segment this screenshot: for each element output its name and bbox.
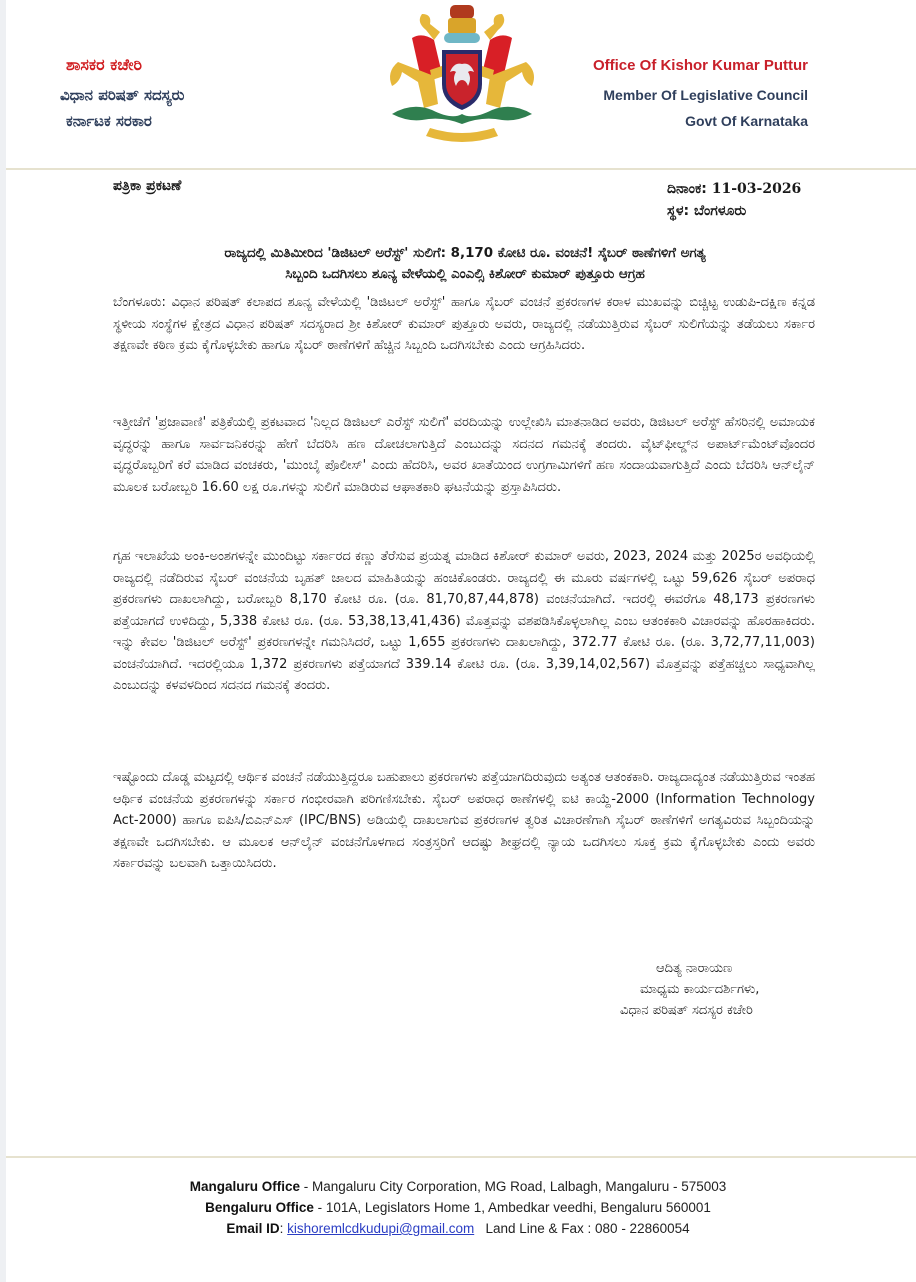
government-kannada: ಕರ್ನಾಟಕ ಸರಕಾರ bbox=[66, 112, 152, 130]
paragraph-1: ಬೆಂಗಳೂರು: ವಿಧಾನ ಪರಿಷತ್ ಕಲಾಪದ ಶೂನ್ಯ ವೇಳೆಯಲ್ಲಿ 'ಡಿಜಿಟಲ್ ಅರೆಸ್ಟ್' ಹಾಗೂ ಸೈಬರ್ ವಂಚನೆ ಪ್ರಕರಣಗಳ ಕರಾಳ ಮುಖವನ್ನು ಬಿಚ್ಚಿಟ್ಟ ಉಡುಪಿ-ದಕ್ಷಿಣ ಕನ್ನಡ ಸ್ಥಳೀಯ ಸಂಸ್ಥೆಗಳ ಕ್ಷೇತ್ರದ ವಿಧಾನ ಪರಿಷತ್ ಸದಸ್ಯರಾದ ಶ್ರೀ ಕಿಶೋರ್ ಕುಮಾರ್ ಪುತ್ತೂರು ಅವರು, ರಾಜ್ಯದಲ್ಲಿ ನಡೆಯುತ್ತಿರುವ ಸೈಬರ್ ಸುಲಿಗೆಯನ್ನು ತಡೆಯಲು ಸರ್ಕಾರ ತಕ್ಷಣವೇ ಕಠಿಣ ಕ್ರಮ ಕೈಗೊಳ್ಳಬೇಕು ಹಾಗೂ ಸೈಬರ್ ಠಾಣೆಗಳಿಗೆ ಹೆಚ್ಚಿನ ಸಿಬ್ಬಂದಿ ಒದಗಿಸಬೇಕು ಎಂದು ಆಗ್ರಹಿಸಿದರು. bbox=[113, 295, 815, 353]
government-english: Govt Of Karnataka bbox=[685, 113, 808, 129]
email-link[interactable]: kishoremlcdkudupi@gmail.com bbox=[287, 1221, 475, 1236]
headline-line-1: ರಾಜ್ಯದಲ್ಲಿ ಮಿತಿಮೀರಿದ 'ಡಿಜಿಟಲ್ ಅರೆಸ್ಟ್' ಸುಲಿಗೆ: 8,170 ಕೋಟಿ ರೂ. ವಂಚನೆ! ಸೈಬರ್ ಠಾಣೆಗಳಿಗೆ ಅಗತ್ಯ bbox=[224, 246, 706, 261]
shield-icon bbox=[442, 50, 482, 110]
header-divider bbox=[6, 168, 916, 170]
place-label: ಸ್ಥಳ: bbox=[667, 203, 690, 219]
press-release-label: ಪತ್ರಿಕಾ ಪ್ರಕಟಣೆ bbox=[113, 178, 182, 194]
bengaluru-office-label: Bengaluru Office bbox=[205, 1200, 314, 1215]
phone-fax: Land Line & Fax : 080 - 22860054 bbox=[485, 1221, 690, 1236]
paragraph-2: ಇತ್ತೀಚೆಗೆ 'ಪ್ರಜಾವಾಣಿ' ಪತ್ರಿಕೆಯಲ್ಲಿ ಪ್ರಕಟವಾದ 'ನಿಲ್ಲದ ಡಿಜಿಟಲ್ ಎರೆಸ್ಟ್ ಸುಲಿಗೆ' ವರದಿಯನ್ನು ಉಲ್ಲೇಖಿಸಿ ಮಾತನಾಡಿದ ಅವರು, ಡಿಜಿಟಲ್ ಅರೆಸ್ಟ್ ಹೆಸರಿನಲ್ಲಿ ಅಮಾಯಕ ವೃದ್ಧರನ್ನು ಹಾಗೂ ಸಾರ್ವಜನಿಕರನ್ನು ಹೇಗೆ ಬೆದರಿಸಿ ಹಣ ದೋಚಲಾಗುತ್ತಿದೆ ಎಂಬುದನ್ನು ಸದನದ ಗಮನಕ್ಕೆ ತಂದರು. ವೈಟ್‌ಫೀಲ್ಡ್‌ನ ಅಪಾರ್ಟ್‌ಮೆಂಟ್‌ವೊಂದರ ವೃದ್ಧರೊಬ್ಬರಿಗೆ ಕರೆ ಮಾಡಿದ ವಂಚಕರು, 'ಮುಂಬೈ ಪೊಲೀಸ್' ಎಂದು ಹೆದರಿಸಿ, ಅವರ ಖಾತೆಯಿಂದ ಉಗ್ರಗಾಮಿಗಳಿಗೆ ಹಣ ಸಂದಾಯವಾಗುತ್ತಿದೆ ಎಂದು ಬೆದರಿಸಿ ಆನ್‌ಲೈನ್ ಮೂಲಕ ಬರೋಬ್ಬರಿ 16.60 ಲಕ್ಷ ರೂ.ಗಳನ್ನು ಸುಲಿಗೆ ಮಾಡಿರುವ ಆಘಾತಕಾರಿ ಘಟನೆಯನ್ನು ಪ್ರಸ್ತಾಪಿಸಿದರು. bbox=[113, 415, 815, 495]
signatory-name: ಆದಿತ್ಯ ನಾರಾಯಣ bbox=[656, 961, 733, 976]
karnataka-emblem-icon bbox=[378, 2, 546, 152]
mangaluru-office-label: Mangaluru Office bbox=[189, 1179, 301, 1194]
footer bbox=[0, 1176, 916, 1239]
right-lion-icon bbox=[474, 14, 534, 108]
letterhead-left bbox=[60, 55, 184, 130]
letterhead-right bbox=[593, 57, 808, 129]
signatory-title: ಮಾಧ್ಯಮ ಕಾರ್ಯದರ್ಶಿಗಳು, bbox=[640, 982, 760, 997]
page-edge bbox=[0, 0, 6, 1282]
footer-divider bbox=[6, 1156, 916, 1158]
designation-kannada: ವಿಧಾನ ಪರಿಷತ್ ಸದಸ್ಯರು bbox=[60, 86, 185, 104]
contact-line bbox=[0, 1218, 916, 1239]
date-place-block bbox=[667, 178, 801, 222]
office-title-kannada: ಶಾಸಕರ ಕಚೇರಿ bbox=[66, 55, 142, 74]
date-line bbox=[667, 178, 801, 200]
designation-english: Member Of Legislative Council bbox=[603, 87, 808, 103]
paragraph-4: ಇಷ್ಟೊಂದು ದೊಡ್ಡ ಮಟ್ಟದಲ್ಲಿ ಆರ್ಥಿಕ ವಂಚನೆ ನಡೆಯುತ್ತಿದ್ದರೂ ಬಹುಪಾಲು ಪ್ರಕರಣಗಳು ಪತ್ತೆಯಾಗದಿರುವುದು ಅತ್ಯಂತ ಆತಂಕಕಾರಿ. ರಾಜ್ಯದಾದ್ಯಂತ ನಡೆಯುತ್ತಿರುವ ಇಂತಹ ಆರ್ಥಿಕ ವಂಚನೆಯ ಪ್ರಕರಣಗಳನ್ನು ಸರ್ಕಾರ ಗಂಭೀರವಾಗಿ ಪರಿಗಣಿಸಬೇಕು. ಸೈಬರ್ ಅಪರಾಧ ಠಾಣೆಗಳಲ್ಲಿ ಐಟಿ ಕಾಯ್ದೆ-2000 (Information Technology Act-2000) ಹಾಗೂ ಐಪಿಸಿ/ಬಿಎನ್‌ಎಸ್ (IPC/BNS) ಅಡಿಯಲ್ಲಿ ದಾಖಲಾಗುವ ಪ್ರಕರಣಗಳ ತ್ವರಿತ ವಿಚಾರಣೆಗಾಗಿ ಸೈಬರ್ ಠಾಣೆಗಳಿಗೆ ಅಗತ್ಯವಿರುವ ಸಿಬ್ಬಂದಿಯನ್ನು ತಕ್ಷಣವೇ ಒದಗಿಸಬೇಕು. ಆ ಮೂಲಕ ಆನ್‌ಲೈನ್ ವಂಚನೆಗೊಳಗಾದ ಸಂತ್ರಸ್ತರಿಗೆ ಆದಷ್ಟು ಶೀಘ್ರದಲ್ಲಿ ನ್ಯಾಯ ಒದಗಿಸಲು ಸೂಕ್ತ ಕ್ರಮ ಕೈಗೊಳ್ಳಬೇಕು ಎಂದು ಅವರು ಸರ್ಕಾರವನ್ನು ಬಲವಾಗಿ ಒತ್ತಾಯಿಸಿದರು. bbox=[113, 770, 815, 871]
mangaluru-office-address: - Mangaluru City Corporation, MG Road, Lalbagh, Mangaluru - 575003 bbox=[300, 1179, 727, 1194]
office-title-english: Office Of Kishor Kumar Puttur bbox=[592, 57, 808, 74]
lion-capital-icon bbox=[444, 5, 480, 43]
email-separator: : bbox=[279, 1221, 288, 1236]
left-lion-icon bbox=[390, 14, 450, 108]
email-label: Email ID bbox=[226, 1221, 280, 1236]
place-line bbox=[667, 200, 801, 222]
bengaluru-office-line bbox=[0, 1197, 916, 1218]
date-value: 11-03-2026 bbox=[711, 181, 802, 197]
mangaluru-office-line bbox=[0, 1176, 916, 1197]
scroll-icon bbox=[392, 107, 532, 142]
headline bbox=[110, 243, 820, 285]
bengaluru-office-address: - 101A, Legislators Home 1, Ambedkar veedhi, Bengaluru 560001 bbox=[313, 1200, 711, 1215]
signature-block bbox=[620, 958, 759, 1021]
place-value: ಬೆಂಗಳೂರು bbox=[693, 203, 747, 219]
paragraph-3: ಗೃಹ ಇಲಾಖೆಯ ಅಂಕಿ-ಅಂಶಗಳನ್ನೇ ಮುಂದಿಟ್ಟು ಸರ್ಕಾರದ ಕಣ್ಣು ತೆರೆಸುವ ಪ್ರಯತ್ನ ಮಾಡಿದ ಕಿಶೋರ್ ಕುಮಾರ್ ಅವರು, 2023, 2024 ಮತ್ತು 2025ರ ಅವಧಿಯಲ್ಲಿ ರಾಜ್ಯದಲ್ಲಿ ನಡೆದಿರುವ ಸೈಬರ್ ವಂಚನೆಯ ಬೃಹತ್ ಜಾಲದ ಮಾಹಿತಿಯನ್ನು ಹಂಚಿಕೊಂಡರು. ರಾಜ್ಯದಲ್ಲಿ ಈ ಮೂರು ವರ್ಷಗಳಲ್ಲಿ ಒಟ್ಟು 59,626 ಸೈಬರ್ ಅಪರಾಧ ಪ್ರಕರಣಗಳು ದಾಖಲಾಗಿದ್ದು, ಬರೋಬ್ಬರಿ 8,170 ಕೋಟಿ ರೂ. (ರೂ. 81,70,87,44,878) ವಂಚನೆಯಾಗಿದೆ. ಇದರಲ್ಲಿ ಈವರೆಗೂ 48,173 ಪ್ರಕರಣಗಳು ಪತ್ತೆಯಾಗದೆ ಉಳಿದಿದ್ದು, 5,338 ಕೋಟಿ ರೂ. (ರೂ. 53,38,13,41,436) ಮೊತ್ತವನ್ನು ವಶಪಡಿಸಿಕೊಳ್ಳಲಾಗಿಲ್ಲ ಎಂಬ ಆತಂಕಕಾರಿ ವಿಚಾರವನ್ನು ಹೊರಹಾಕಿದರು. ಇನ್ನು ಕೇವಲ 'ಡಿಜಿಟಲ್ ಅರೆಸ್ಟ್' ಪ್ರಕರಣಗಳನ್ನೇ ಗಮನಿಸಿದರೆ, ಒಟ್ಟು 1,655 ಪ್ರಕರಣಗಳು ದಾಖಲಾಗಿದ್ದು, 372.77 ಕೋಟಿ ರೂ. (ರೂ. 3,72,77,11,003) ವಂಚನೆಯಾಗಿದೆ. ಇದರಲ್ಲಿಯೂ 1,372 ಪ್ರಕರಣಗಳು ಪತ್ತೆಯಾಗದೆ 339.14 ಕೋಟಿ ರೂ. (ರೂ. 3,39,14,02,567) ಮೊತ್ತವನ್ನು ಪತ್ತೆಹಚ್ಚಲು ಸಾಧ್ಯವಾಗಿಲ್ಲ ಎಂಬುದನ್ನು ಕಳವಳದಿಂದ ಸದನದ ಗಮನಕ್ಕೆ ತಂದರು. bbox=[113, 549, 815, 693]
headline-line-2: ಸಿಬ್ಬಂದಿ ಒದಗಿಸಲು ಶೂನ್ಯ ವೇಳೆಯಲ್ಲಿ ಎಂಎಲ್ಸಿ ಕಿಶೋರ್ ಕುಮಾರ್ ಪುತ್ತೂರು ಆಗ್ರಹ bbox=[285, 267, 645, 282]
date-label: ದಿನಾಂಕ: bbox=[667, 181, 707, 197]
signatory-office: ವಿಧಾನ ಪರಿಷತ್ ಸದಸ್ಯರ ಕಚೇರಿ bbox=[620, 1003, 753, 1018]
